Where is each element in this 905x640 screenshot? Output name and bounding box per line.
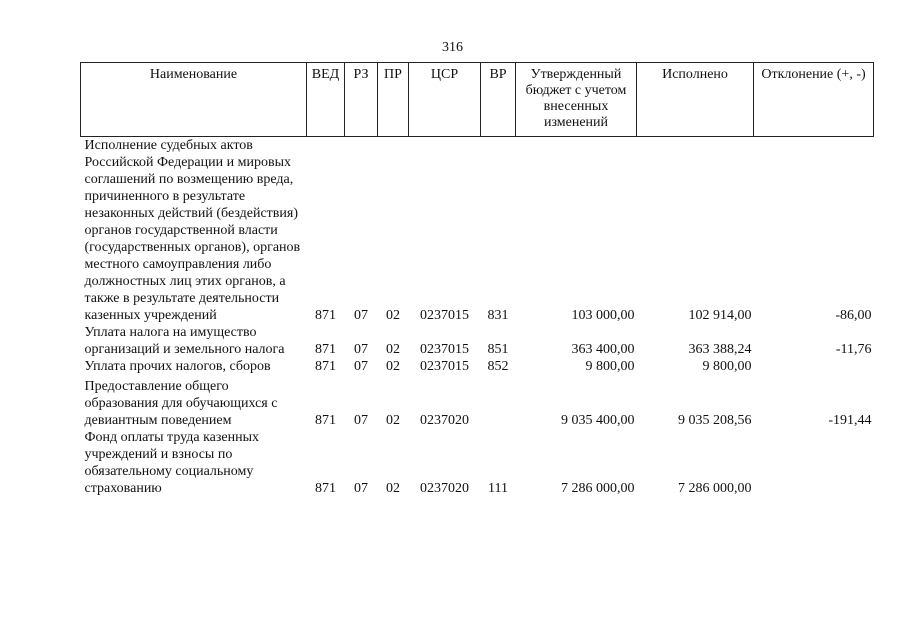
row-approved: 103 000,00 (571, 308, 635, 323)
row-csr: 0237015 (420, 359, 469, 374)
row-csr: 0237015 (420, 308, 469, 323)
row-executed: 7 286 000,00 (678, 481, 752, 496)
row-ved: 871 (315, 308, 336, 323)
row-name: Предоставление общего образования для обучающихся с девиантным поведением (84, 379, 278, 428)
row-rz: 07 (354, 342, 368, 357)
page-number: 316 (442, 40, 463, 55)
table-row (81, 324, 874, 358)
table-row (81, 137, 874, 325)
header-name: Наименование (81, 63, 307, 137)
row-executed: 363 388,24 (688, 342, 752, 357)
row-ved: 871 (315, 413, 336, 428)
row-ved: 871 (315, 359, 336, 374)
row-executed: 9 800,00 (702, 359, 752, 374)
row-pr: 02 (386, 308, 400, 323)
row-rz: 07 (354, 413, 368, 428)
row-deviation (754, 358, 874, 375)
table-header (81, 63, 874, 137)
row-rz: 07 (354, 308, 368, 323)
header-ved: ВЕД (307, 63, 345, 137)
row-executed: 102 914,00 (688, 308, 752, 323)
row-approved: 7 286 000,00 (561, 481, 635, 496)
header-vr: ВР (481, 63, 516, 137)
row-vr: 831 (487, 308, 509, 323)
row-rz: 07 (354, 359, 368, 374)
row-name: Фонд оплаты труда казенных учреждений и взносы по обязательному социальному страхованию (84, 430, 260, 496)
row-pr: 02 (386, 413, 400, 428)
row-csr: 0237015 (420, 342, 469, 357)
row-rz: 07 (354, 481, 368, 496)
row-vr: 851 (487, 342, 509, 357)
row-csr: 0237020 (420, 413, 469, 428)
row-name: Уплата налога на имущество организаций и земельного налога (84, 325, 285, 357)
header-csr: ЦСР (409, 63, 481, 137)
row-deviation: -11,76 (835, 342, 872, 357)
row-vr (481, 375, 516, 429)
row-vr: 852 (487, 359, 509, 374)
row-ved: 871 (315, 481, 336, 496)
header-rz: РЗ (345, 63, 378, 137)
row-approved: 9 035 400,00 (561, 413, 635, 428)
row-approved: 363 400,00 (571, 342, 635, 357)
row-name: Исполнение судебных актов Российской Федерации и мировых соглашений по возмещению вреда, причиненного в результате незаконных действий (бездействия) органов государственной власти (государственных органов), органов местного самоуправления либо должностных лиц этих органов, а также в результате деятельности казенных учреждений (84, 138, 301, 323)
row-deviation (754, 429, 874, 497)
table-row (81, 375, 874, 429)
header-pr: ПР (378, 63, 409, 137)
row-pr: 02 (386, 481, 400, 496)
header-executed: Исполнено (637, 63, 754, 137)
header-approved: Утвержденный бюджет с учетом внесенных изменений (516, 63, 637, 137)
table-row (81, 429, 874, 497)
row-name: Уплата прочих налогов, сборов (84, 359, 271, 374)
row-deviation: -191,44 (828, 413, 872, 428)
row-approved: 9 800,00 (585, 359, 635, 374)
budget-execution-table (80, 62, 874, 497)
row-csr: 0237020 (420, 481, 469, 496)
row-vr: 111 (488, 481, 508, 496)
row-pr: 02 (386, 342, 400, 357)
row-executed: 9 035 208,56 (678, 413, 752, 428)
row-deviation: -86,00 (835, 308, 872, 323)
table-row (81, 358, 874, 375)
header-deviation: Отклонение (+, -) (754, 63, 874, 137)
row-pr: 02 (386, 359, 400, 374)
row-ved: 871 (315, 342, 336, 357)
